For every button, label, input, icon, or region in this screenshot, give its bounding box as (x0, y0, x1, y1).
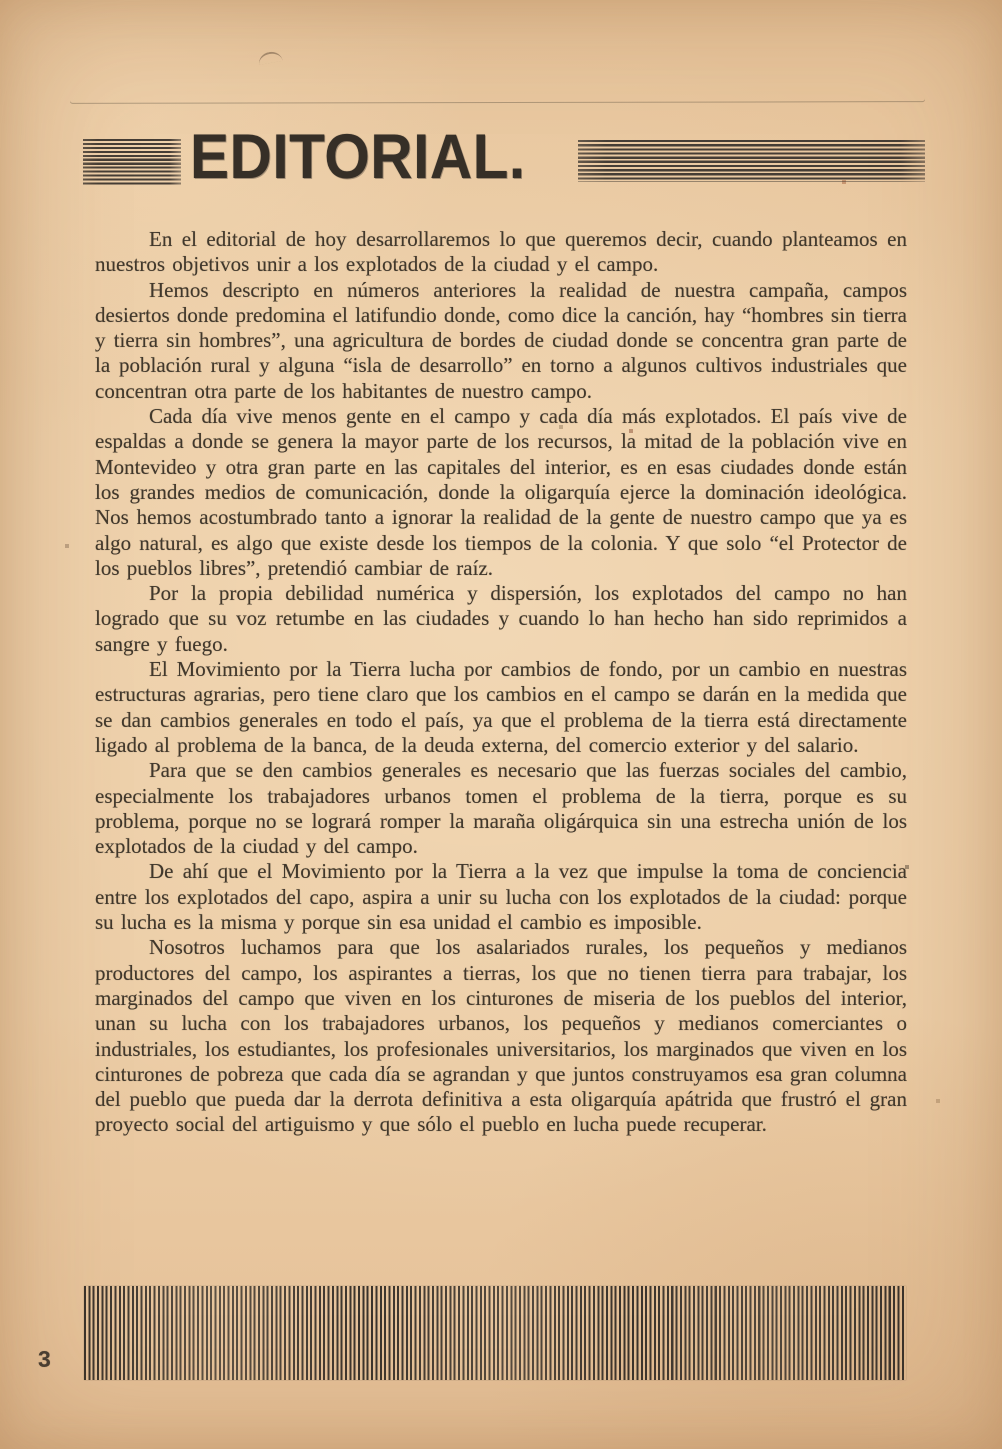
editorial-paragraph: Para que se den cambios generales es necesario que las fuerzas sociales del cambio, especialmente los trabajadores urbanos tomen el problema de la tierra, porque es su problema, porque no se logrará romper la maraña oligárquica sin una estrecha unión de los explotados de la ciudad y del campo. (95, 758, 907, 859)
paper-specks (0, 0, 2, 2)
editorial-paragraph: De ahí que el Movimiento por la Tierra a la vez que impulse la toma de conciencia entre los explotados del capo, aspira a unir su lucha con los explotados de la ciudad: porque su lucha es la misma y porque sin esa unidad el cambio es imposible. (95, 859, 907, 935)
header-right-lines-decoration (578, 140, 925, 182)
pen-squiggle-mark (257, 50, 283, 65)
editorial-paragraph: Nosotros luchamos para que los asalariados rurales, los pequeños y medianos productores del campo, los aspirantes a tierras, los que no tienen tierra para trabajar, los marginados del campo que viven en los cinturones de miseria de los pueblos del interior, unan su lucha con los trabajadores urbanos, los pequeños y medianos comerciantes o industriales, los estudiantes, los profesionales universitarios, los marginados que viven en los cinturones de pobreza que cada día se agrandan y que juntos construyamos esa gran columna del pueblo que pueda dar la derrota definitiva a esta oligarquía apátrida que frustró el gran proyecto social del artiguismo y que sólo el pueblo en lucha puede recuperar. (95, 935, 907, 1137)
page-title: EDITORIAL. (190, 122, 526, 192)
editorial-body (95, 227, 907, 1279)
editorial-paragraph: El Movimiento por la Tierra lucha por cambios de fondo, por un cambio en nuestras estructuras agrarias, pero tiene claro que los cambios en el campo se darán en la medida que se dan cambios generales en todo el país, ya que el problema de la tierra está directamente ligado al problema de la banca, de la deuda externa, del comercio exterior y del salario. (95, 657, 907, 757)
page-number: 3 (38, 1346, 51, 1372)
editorial-paragraph: En el editorial de hoy desarrollaremos lo que queremos decir, cuando planteamos en nuestros objetivos unir a los explotados de la ciudad y el campo. (95, 227, 907, 277)
editorial-paragraph: Hemos descripto en números anteriores la realidad de nuestra campaña, campos desiertos donde predomina el latifundio donde, como dice la canción, hay “hombres sin tierra y tierra sin hombres”, una agricultura de bordes de ciudad donde se concentra gran parte de la población rural y alguna “isla de desarrollo” en torno a algunos cultivos industriales que concentran otra parte de los habitantes de nuestro campo. (95, 277, 907, 403)
header-left-lines-decoration (83, 139, 181, 186)
bottom-stripes-decoration (84, 1286, 906, 1380)
editorial-paragraph: Cada día vive menos gente en el campo y cada día más explotados. El país vive de espaldas a donde se genera la mayor parte de los recursos, la mitad de la población vive en Montevideo y otra gran parte en las capitales del interior, es en esas ciudades donde están los grandes medios de comunicación, donde la oligarquía ejerce la dominación ideológica. Nos hemos acostumbrado tanto a ignorar la realidad de la gente de nuestro campo que ya es algo natural, es algo que existe desde los tiempos de la colonia. Y que solo “el Protector de los pueblos libres”, pretendió cambiar de raíz. (95, 404, 907, 580)
top-divider-rule (70, 96, 925, 103)
editorial-paragraph: Por la propia debilidad numérica y dispersión, los explotados del campo no han logrado que su voz retumbe en las ciudades y cuando lo han hecho han sido reprimidos a sangre y fuego. (95, 581, 907, 656)
